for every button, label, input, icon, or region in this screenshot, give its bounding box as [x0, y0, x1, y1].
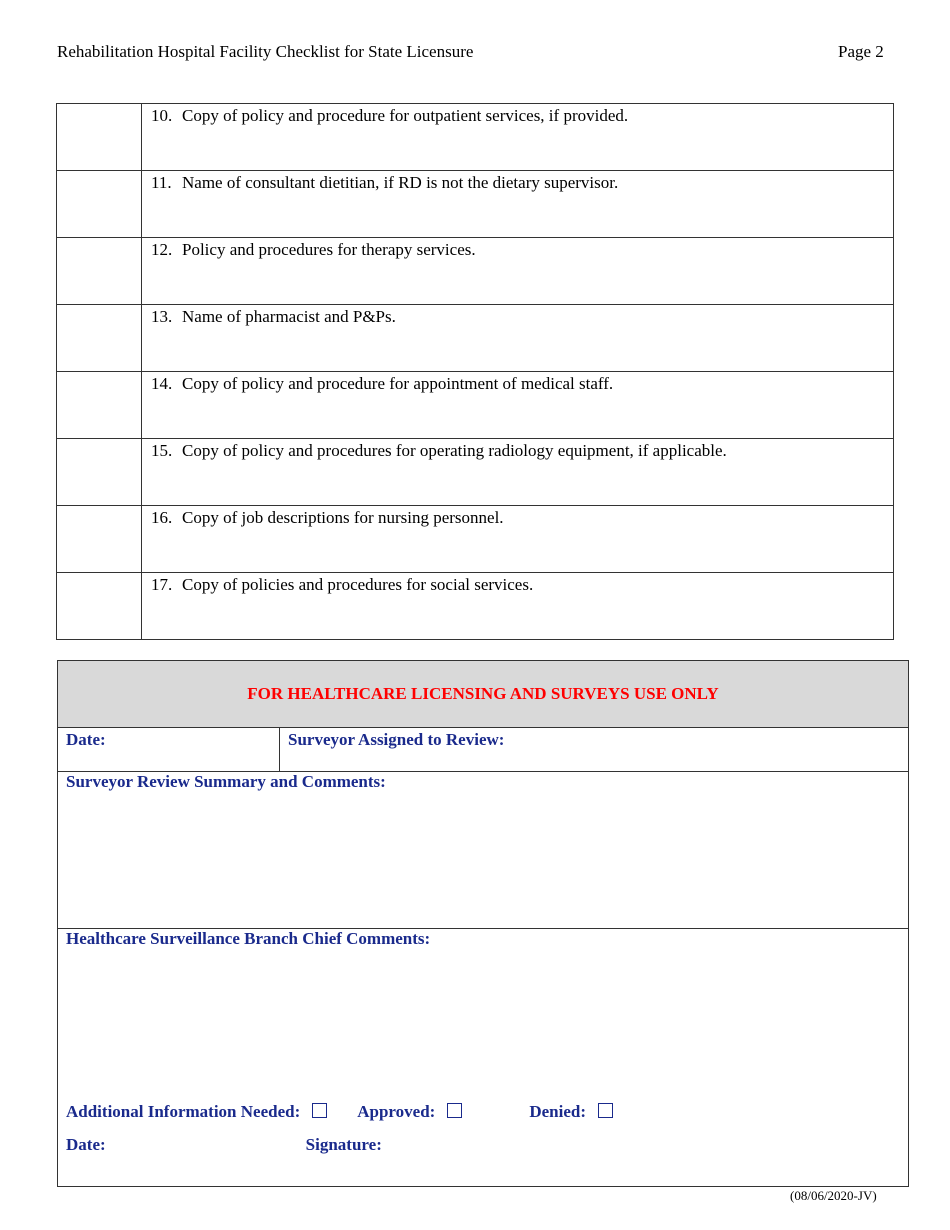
checklist-item-text: Copy of policies and procedures for social services. — [182, 575, 534, 594]
checklist-table — [56, 103, 894, 640]
approved-checkbox[interactable] — [447, 1103, 462, 1118]
decision-row — [66, 1102, 613, 1122]
checklist-row — [57, 305, 894, 372]
checklist-item-text: Copy of policy and procedure for outpatient services, if provided. — [182, 106, 629, 125]
date-surveyor-row — [58, 728, 908, 772]
form-version-code: (08/06/2020-JV) — [790, 1188, 877, 1203]
denied-label: Denied: — [529, 1102, 586, 1121]
checklist-item-text: Policy and procedures for therapy services. — [182, 240, 476, 259]
checklist-item-cell — [142, 305, 894, 372]
checklist-item-cell — [142, 372, 894, 439]
surveyor-label: Surveyor Assigned to Review: — [288, 730, 505, 749]
denied-checkbox[interactable] — [598, 1103, 613, 1118]
checklist-row — [57, 439, 894, 506]
official-use-section — [57, 660, 909, 1187]
additional-info-checkbox[interactable] — [312, 1103, 327, 1118]
document-title: Rehabilitation Hospital Facility Checklist for State Licensure — [57, 42, 474, 61]
checklist-item-text: Name of pharmacist and P&Ps. — [182, 307, 396, 326]
surveyor-summary-field[interactable] — [58, 772, 908, 929]
checklist-row — [57, 573, 894, 640]
page-number: Page 2 — [838, 42, 884, 61]
review-date-field[interactable] — [58, 728, 280, 771]
checklist-row — [57, 238, 894, 305]
checklist-check-cell[interactable] — [57, 439, 142, 506]
checklist-check-cell[interactable] — [57, 372, 142, 439]
checklist-item-cell — [142, 439, 894, 506]
approved-label: Approved: — [357, 1102, 436, 1121]
checklist-check-cell[interactable] — [57, 506, 142, 573]
checklist-item-text: Name of consultant dietitian, if RD is not the dietary supervisor. — [182, 173, 619, 192]
additional-info-label: Additional Information Needed: — [66, 1102, 301, 1121]
checklist-check-cell[interactable] — [57, 573, 142, 640]
checklist-check-cell[interactable] — [57, 104, 142, 171]
checklist-item-text: Copy of policy and procedure for appointment of medical staff. — [182, 374, 614, 393]
checklist-item-number: 12. — [151, 240, 173, 259]
checklist-item-cell — [142, 104, 894, 171]
checklist-item-number: 11. — [151, 173, 172, 192]
checklist-check-cell[interactable] — [57, 305, 142, 372]
checklist-check-cell[interactable] — [57, 238, 142, 305]
checklist-item-cell — [142, 573, 894, 640]
official-use-heading: FOR HEALTHCARE LICENSING AND SURVEYS USE ONLY — [58, 661, 908, 728]
checklist-item-text: Copy of job descriptions for nursing personnel. — [182, 508, 504, 527]
checklist-item-text: Copy of policy and procedures for operating radiology equipment, if applicable. — [182, 441, 727, 460]
checklist-item-cell — [142, 171, 894, 238]
signature-label[interactable]: Signature: — [305, 1135, 382, 1154]
checklist-item-number: 15. — [151, 441, 173, 460]
signature-row — [66, 1135, 382, 1155]
checklist-item-number: 16. — [151, 508, 173, 527]
surveyor-field[interactable] — [280, 728, 504, 771]
checklist-item-cell — [142, 506, 894, 573]
branch-chief-comments-field[interactable] — [58, 929, 908, 1186]
checklist-row — [57, 104, 894, 171]
checklist-item-number: 13. — [151, 307, 173, 326]
surveyor-summary-label: Surveyor Review Summary and Comments: — [66, 772, 386, 791]
checklist-item-number: 14. — [151, 374, 173, 393]
sign-date-label[interactable]: Date: — [66, 1135, 106, 1154]
checklist-row — [57, 171, 894, 238]
checklist-item-number: 17. — [151, 575, 173, 594]
checklist-row — [57, 506, 894, 573]
checklist-item-number: 10. — [151, 106, 173, 125]
checklist-row — [57, 372, 894, 439]
review-date-label: Date: — [66, 730, 106, 749]
checklist-check-cell[interactable] — [57, 171, 142, 238]
branch-chief-comments-label: Healthcare Surveillance Branch Chief Comments: — [66, 929, 431, 948]
checklist-item-cell — [142, 238, 894, 305]
